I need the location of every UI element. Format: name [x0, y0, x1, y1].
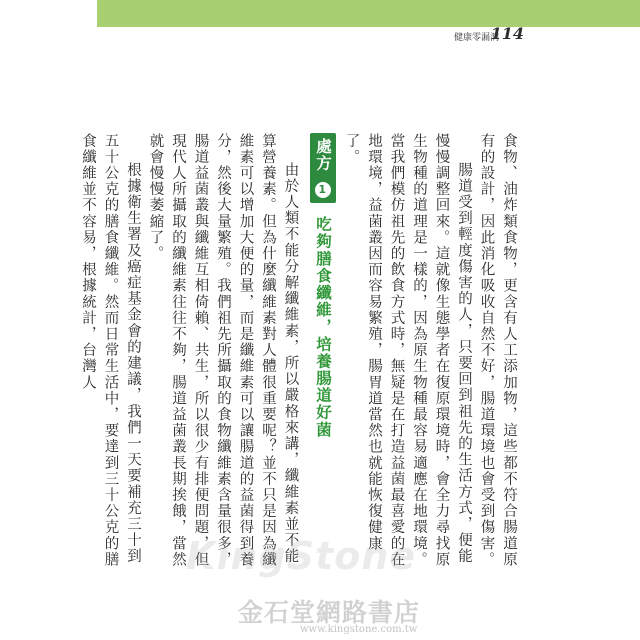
prescription-label-text: 處方: [314, 138, 332, 173]
section-heading: [310, 133, 337, 570]
header-band: [97, 0, 640, 27]
section-title: 吃夠膳食纖維，培養腸道好菌: [314, 216, 332, 439]
page-number: 114: [490, 24, 524, 43]
prescription-label: [310, 133, 337, 203]
paragraph: 根據衛生署及癌症基金會的建議，我們一天要補充三十到五十公克的膳食纖維。然而日常生活中，要達到三十公克的膳食纖維並不容易，根據統計，台灣人: [80, 133, 141, 568]
paragraph: 由於人類不能分解纖維素，所以嚴格來講，纖維素並不能算營養素。但為什麼纖維素對人體很重要呢？並不只是因為纖維素可以增加大便的量，而是纖維素可以讓腸道的益菌得到養分，然後大量繁殖。我們祖先所攝取的食物纖維素含量很多，腸道益菌叢與纖維互相倚賴、共生，所以很少有排便問題，但現代人所攝取的纖維素往往不夠，腸道益菌叢長期挨餓，當然就會慢慢萎縮了。: [147, 133, 299, 568]
watermark-logo: KingStone: [186, 534, 417, 578]
prescription-number: 1: [315, 182, 331, 198]
watermark-url: www.kingstone.com.tw: [300, 624, 418, 635]
body-text: [80, 133, 520, 570]
paragraph: 腸道受到輕度傷害的人，只要回到祖先的生活方式，便能慢慢調整回來。這就像生態學者在復原環境時，會全力尋找原生物種的道理是一樣的，因為原生物種最容易適應在地環境。當我們模仿祖先的飲食方式時，無疑是在打造益菌最喜愛的在地環境，益菌叢因而容易繁殖，腸胃道當然也就能恢復健康了。: [343, 133, 472, 568]
watermark-store-name: 金石堂網路書店: [238, 598, 421, 627]
header-label: 健康零漏洞: [453, 33, 499, 43]
paragraph-continued: 食物、油炸類食物，更含有人工添加物，這些都不符合腸道原有的設計，因此消化吸收自然不好，腸道環境也會受到傷害。: [478, 133, 517, 568]
